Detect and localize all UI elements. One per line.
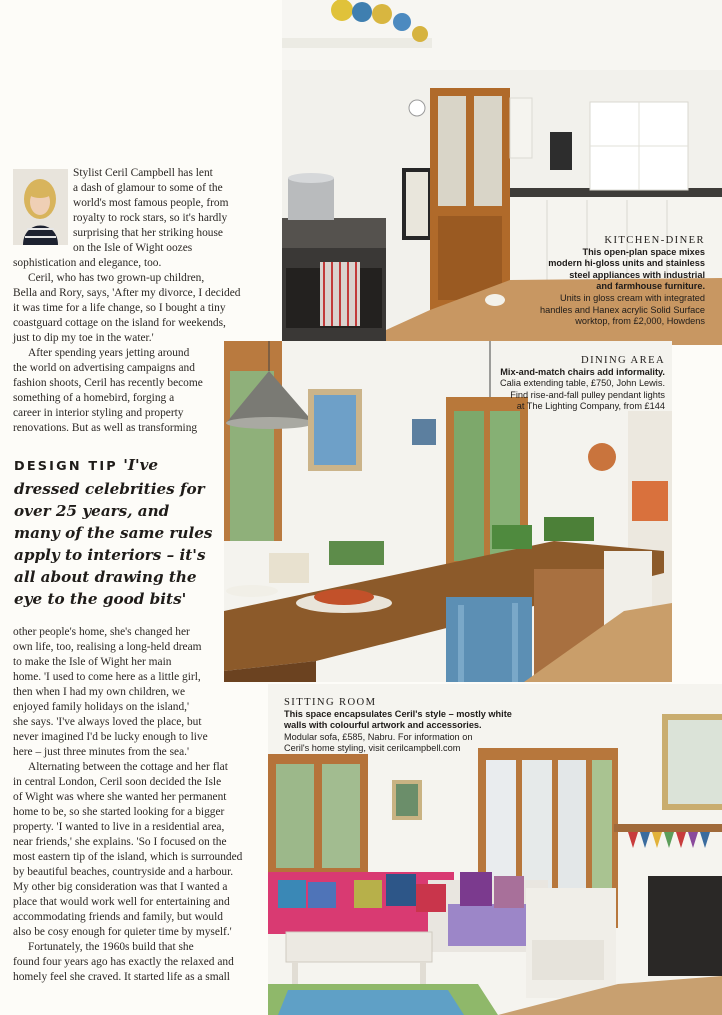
dining-caption-heading: DINING AREA	[581, 355, 665, 366]
text-line: Ceril, who has two grown-up children,	[28, 272, 205, 284]
text-line: After spending years jetting around	[28, 347, 190, 359]
text-line: of Wight was where she wanted her permanent	[13, 791, 227, 803]
text-line: royalty to rock stars, so it's hardly	[73, 212, 228, 224]
text-line: sophistication and elegance, too.	[13, 257, 162, 269]
paragraph-3	[13, 346, 228, 436]
text-line: enjoyed family holidays on the island,'	[13, 701, 190, 713]
text-line: the world on advertising campaigns and	[13, 362, 195, 374]
text-line: never imagined I'd be lucky enough to live	[13, 731, 208, 743]
text-line: near friends,' she explains. 'So I focused on the	[13, 836, 227, 848]
text-line: to make the Isle of Wight her main	[13, 656, 172, 668]
caption-line: handles and Hanex acrylic Solid Surface	[540, 304, 705, 315]
text-line: by beautiful beaches, countryside and a harbour.	[13, 866, 234, 878]
caption-line: steel appliances with industrial	[569, 269, 705, 280]
caption-line: Units in gloss cream with integrated	[559, 292, 705, 303]
text-line: in central London, Ceril soon decided the Isle	[13, 776, 222, 788]
text-line: fashion shoots, Ceril has recently become	[13, 377, 203, 389]
text-line: property. 'I wanted to live in a residential area,	[13, 821, 225, 833]
design-tip-pullquote	[14, 454, 214, 610]
text-line: on the Isle of Wight oozes	[73, 242, 193, 254]
text-line: here – just three minutes from the sea.'	[13, 746, 190, 758]
paragraph-5	[13, 760, 271, 940]
sitting-room-caption	[284, 697, 564, 755]
text-line: found four years ago has exactly the relaxed and	[13, 956, 234, 968]
caption-line: at The Lighting Company, from £144	[516, 401, 665, 412]
text-line: My other big consideration was that I wanted a	[13, 881, 228, 893]
text-line: own life, too, realising a long-held dream	[13, 641, 202, 653]
text-line: home to be, so she started looking for a bigger	[13, 806, 225, 818]
caption-line: Mix-and-match chairs add informality.	[500, 366, 665, 377]
caption-line: modern hi-gloss units and stainless	[548, 258, 705, 269]
text-line: Alternating between the cottage and her flat	[28, 761, 228, 773]
text-line: then when I had my own children, we	[13, 686, 186, 698]
text-line: a dash of glamour to some of the	[73, 182, 223, 194]
text-line: it was time for a life change, so I bought a tiny	[13, 302, 226, 314]
text-line: coastguard cottage on the island for weekends,	[13, 317, 226, 329]
text-line: renovations. But as well as transforming	[13, 422, 198, 434]
caption-line: Find rise-and-fall pulley pendant lights	[510, 389, 665, 400]
text-line: place that would work well for entertaining and	[13, 896, 230, 908]
kitchen-caption	[455, 235, 705, 328]
paragraph-2	[13, 271, 263, 346]
text-line: Fortunately, the 1960s build that she	[28, 941, 194, 953]
text-line: just to dip my toe in the water.'	[13, 332, 154, 344]
caption-line: worktop, from £2,000, Howdens	[575, 316, 705, 327]
text-line: Bella and Rory, says, 'After my divorce, I decided	[13, 287, 241, 299]
intro-paragraph	[73, 166, 238, 256]
paragraph-6	[13, 940, 271, 985]
caption-line: walls with colourful artwork and accessories.	[284, 720, 482, 731]
kitchen-caption-heading: KITCHEN-DINER	[604, 235, 705, 246]
text-line: also be cosy enough for quieter time by myself.'	[13, 926, 232, 938]
text-line: other people's home, she's changed her	[13, 626, 190, 638]
caption-line: Calia extending table, £750, John Lewis.	[500, 378, 665, 389]
sitting-room-caption-heading: SITTING ROOM	[284, 697, 377, 708]
design-tip-quote: 'I've dressed celebrities for over 25 years, and many of the same rules apply to interiors – it's all about drawing the eye to the good bits'	[14, 456, 213, 608]
caption-line: This space encapsulates Ceril's style – mostly white	[284, 708, 512, 719]
intro-paragraph-end	[13, 256, 243, 271]
text-line: career in interior styling and property	[13, 407, 184, 419]
text-line: most eastern tip of the island, which is surrounded	[13, 851, 243, 863]
caption-line: and farmhouse furniture.	[596, 281, 705, 292]
design-tip-label: DESIGN TIP	[14, 459, 118, 474]
dining-caption	[435, 355, 665, 413]
text-line: homely feel she craved. It started life as a small	[13, 971, 230, 983]
text-line: surprising that her striking house	[73, 227, 223, 239]
caption-line: Ceril's home styling, visit cerilcampbell.com	[284, 743, 461, 754]
text-line: something of a homebird, forging a	[13, 392, 175, 404]
caption-line: Modular sofa, £585, Nabru. For information on	[284, 731, 473, 742]
text-line: home. 'I used to come here as a little girl,	[13, 671, 201, 683]
caption-line: This open-plan space mixes	[582, 246, 705, 257]
text-line: Stylist Ceril Campbell has lent	[73, 167, 213, 179]
author-portrait	[13, 169, 68, 245]
text-line: accommodating friends and family, but would	[13, 911, 223, 923]
text-line: world's most famous people, from	[73, 197, 229, 209]
text-line: she says. 'I've always loved the place, but	[13, 716, 202, 728]
